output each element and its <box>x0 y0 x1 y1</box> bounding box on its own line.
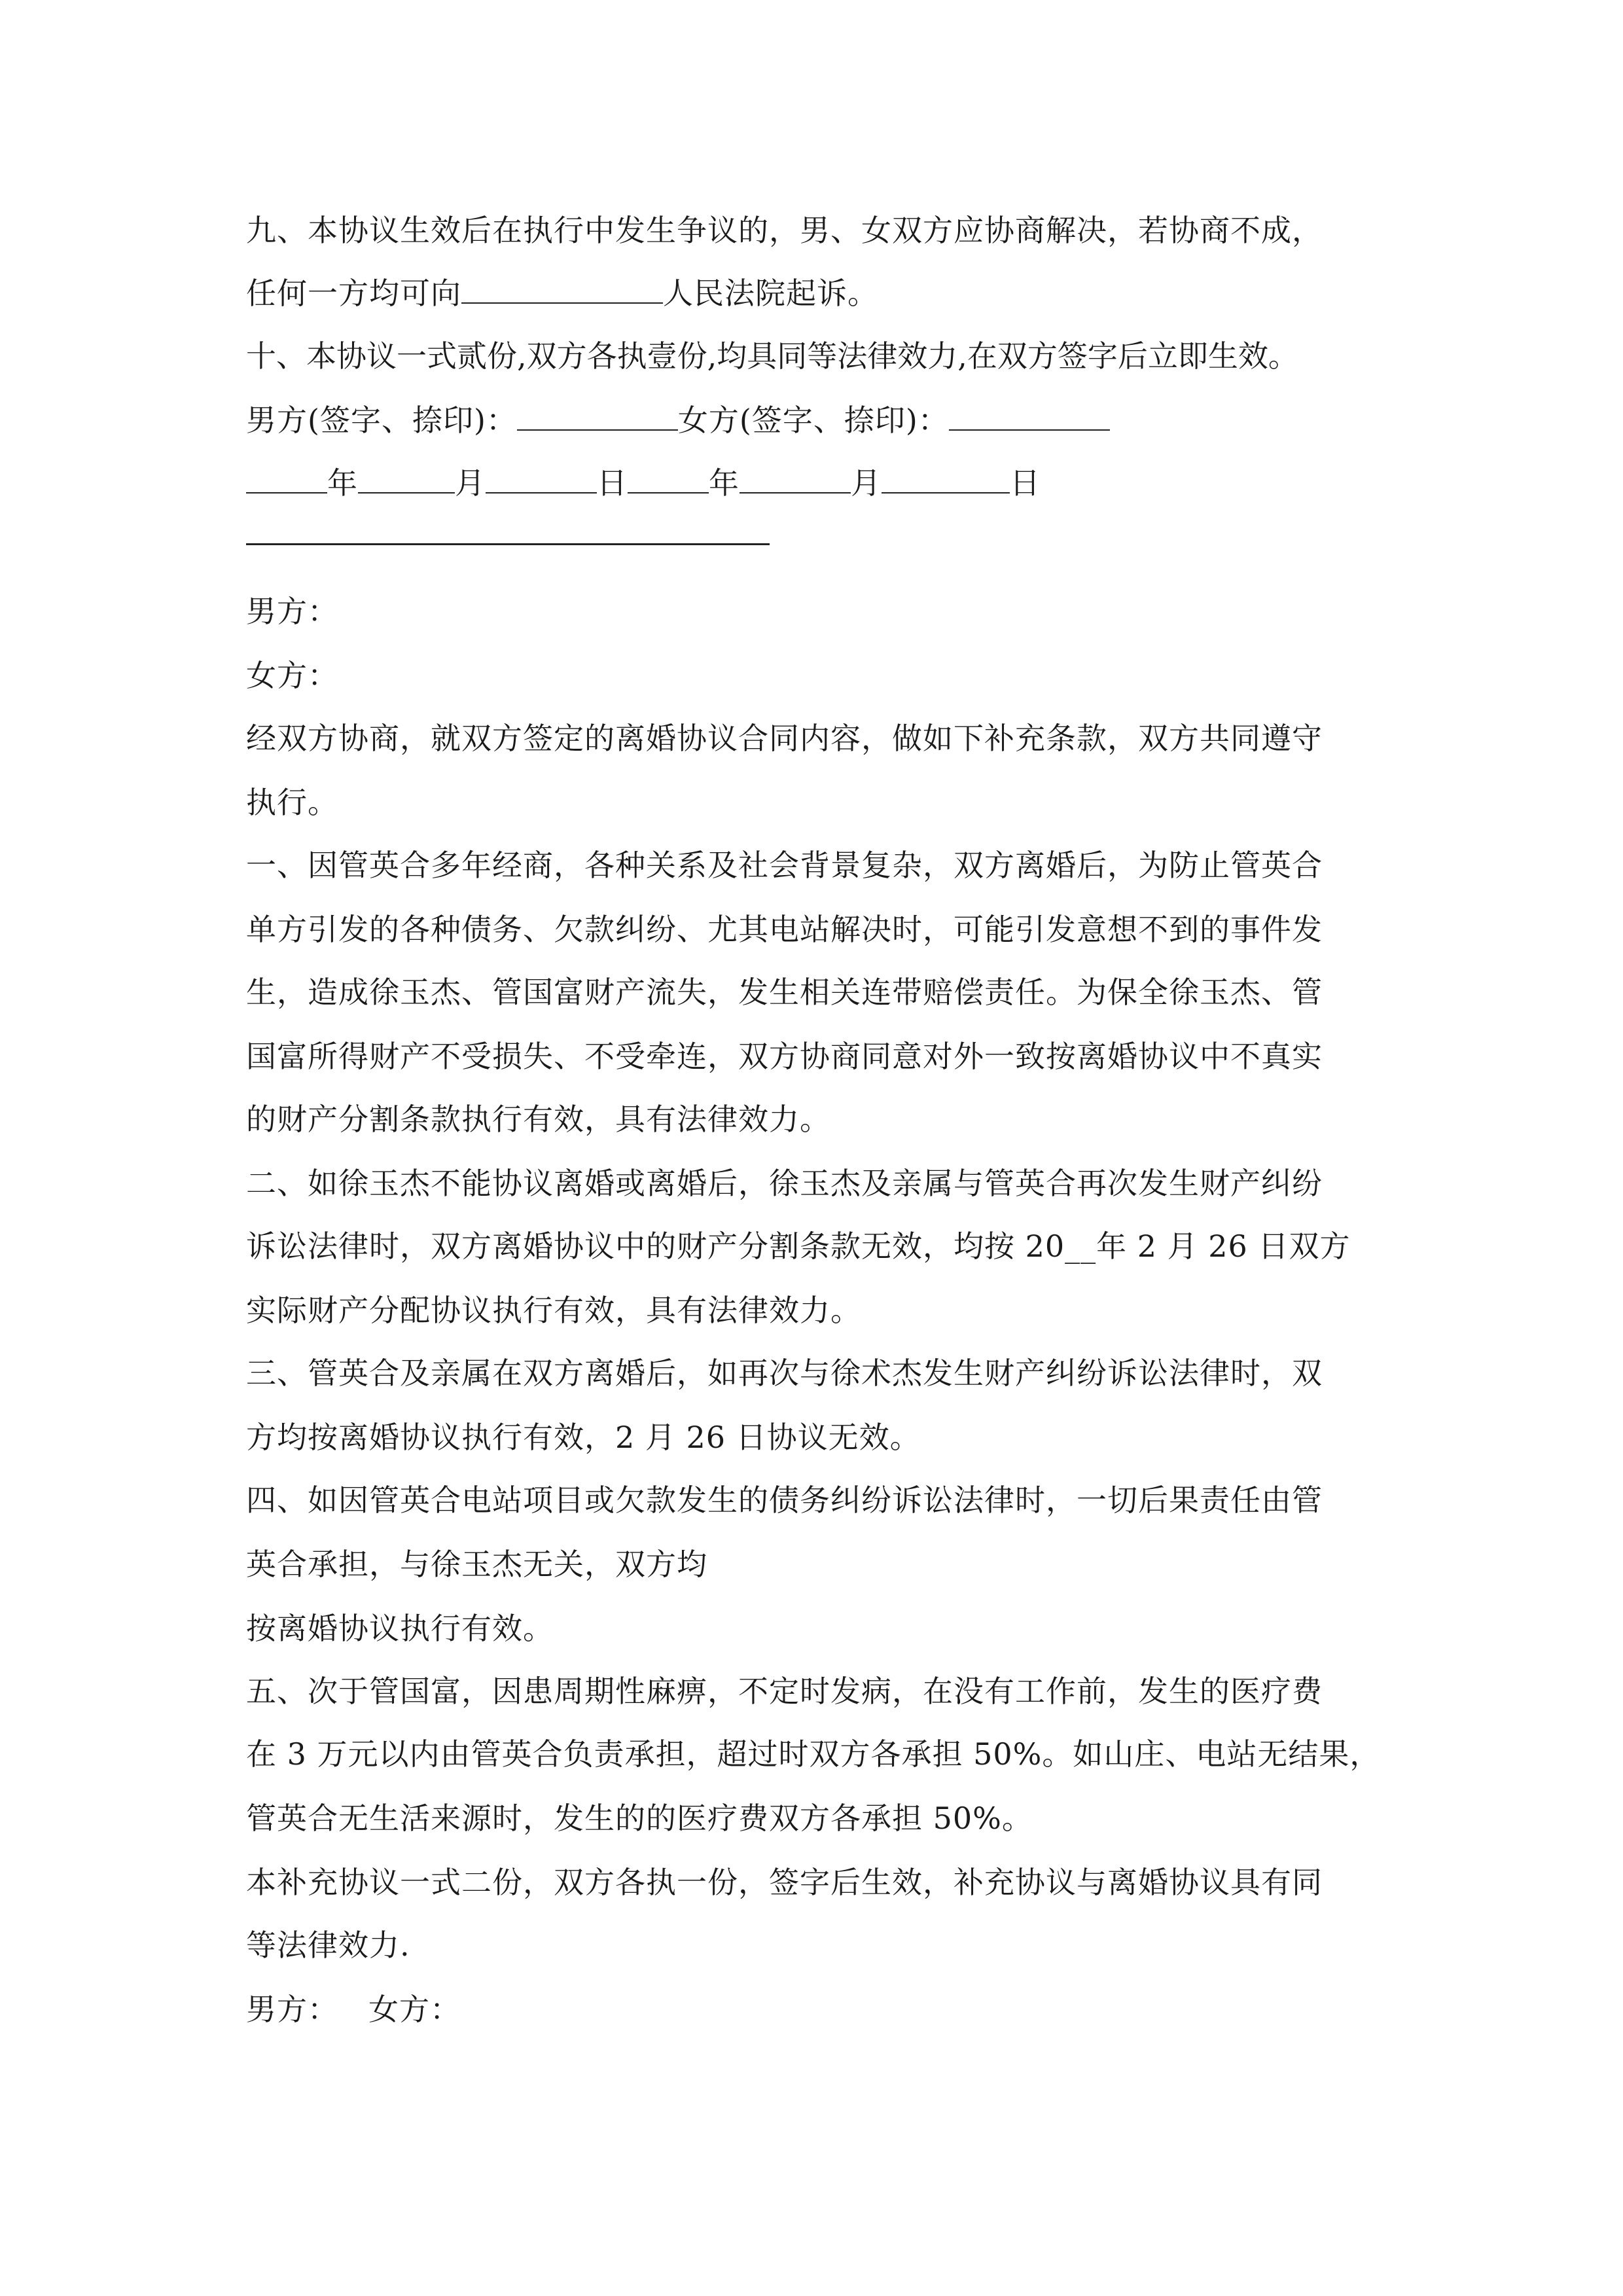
clause-9-text-b: 人民法院起诉。 <box>663 276 878 311</box>
male-signature-blank[interactable] <box>517 403 678 431</box>
closing-line-2: 等法律效力. <box>246 1928 410 1963</box>
day-label: 日 <box>1010 465 1041 501</box>
supplement-clause-5-line-2: 在 3 万元以内由管英合负责承担，超过时双方各承担 50%。如山庄、电站无结果， <box>246 1736 1381 1772</box>
male-month-blank[interactable] <box>358 466 455 493</box>
male-signature-label: 男方(签字、捺印)： <box>246 403 517 438</box>
supplement-clause-1-line-4: 国富所得财产不受损失、不受牵连，双方协商同意对外一致按离婚协议中不真实 <box>246 1039 1323 1074</box>
month-label: 月 <box>455 465 486 501</box>
section-divider <box>246 543 770 545</box>
supplement-clause-4-line-2: 英合承担，与徐玉杰无关，双方均 <box>246 1547 707 1582</box>
male-day-blank[interactable] <box>486 466 597 493</box>
supplement-clause-4-line-1: 四、如因管英合电站项目或欠款发生的债务纠纷诉讼法律时，一切后果责任由管 <box>246 1482 1323 1518</box>
court-name-blank[interactable] <box>461 276 663 304</box>
clause-9-text-a: 任何一方均可向 <box>246 276 461 311</box>
supplement-clause-1-line-3: 生，造成徐玉杰、管国富财产流失，发生相关连带赔偿责任。为保全徐玉杰、管 <box>246 975 1323 1010</box>
date-line <box>246 463 1041 503</box>
female-signature-blank[interactable] <box>949 403 1110 431</box>
supplement-clause-1-line-2: 单方引发的各种债务、欠款纠纷、尤其电站解决时，可能引发意想不到的事件发 <box>246 912 1323 947</box>
final-male-label: 男方： <box>246 1992 338 2027</box>
day-label: 日 <box>597 465 628 501</box>
signature-line <box>246 401 1110 440</box>
female-year-blank[interactable] <box>628 466 709 493</box>
clause-10: 十、本协议一式贰份,双方各执壹份,均具同等法律效力,在双方签字后立即生效。 <box>246 338 1298 374</box>
supplement-clause-5-line-3: 管英合无生活来源时，发生的的医疗费双方各承担 50%。 <box>246 1801 1033 1836</box>
year-label: 年 <box>327 465 358 501</box>
supplement-clause-1-line-5: 的财产分割条款执行有效，具有法律效力。 <box>246 1102 830 1137</box>
clause-9-line-1: 九、本协议生效后在执行中发生争议的，男、女双方应协商解决，若协商不成， <box>246 213 1323 248</box>
intro-line-1: 经双方协商，就双方签定的离婚协议合同内容，做如下补充条款，双方共同遵守 <box>246 721 1323 756</box>
supplement-clause-3-line-1: 三、管英合及亲属在双方离婚后，如再次与徐术杰发生财产纠纷诉讼法律时，双 <box>246 1355 1323 1391</box>
year-label: 年 <box>709 465 740 501</box>
female-month-blank[interactable] <box>740 466 851 493</box>
supplement-clause-3-line-2: 方均按离婚协议执行有效，2 月 26 日协议无效。 <box>246 1420 921 1455</box>
final-signature-line <box>246 1990 461 2029</box>
supplement-clause-2-line-2: 诉讼法律时，双方离婚协议中的财产分割条款无效，均按 20__年 2 月 26 日双方 <box>246 1229 1351 1264</box>
male-year-blank[interactable] <box>246 466 327 493</box>
clause-9-line-2 <box>246 274 878 313</box>
supplement-clause-5-line-1: 五、次于管国富，因患周期性麻痹，不定时发病，在没有工作前，发生的医疗费 <box>246 1674 1323 1709</box>
female-day-blank[interactable] <box>882 466 1010 493</box>
month-label: 月 <box>851 465 882 501</box>
supplement-female-label: 女方： <box>246 658 338 693</box>
intro-line-2: 执行。 <box>246 785 338 820</box>
supplement-clause-2-line-1: 二、如徐玉杰不能协议离婚或离婚后，徐玉杰及亲属与管英合再次发生财产纠纷 <box>246 1166 1323 1201</box>
supplement-male-label: 男方： <box>246 594 338 629</box>
supplement-clause-2-line-3: 实际财产分配协议执行有效，具有法律效力。 <box>246 1293 861 1328</box>
female-signature-label: 女方(签字、捺印)： <box>677 403 949 438</box>
final-female-label: 女方： <box>368 1992 461 2027</box>
closing-line-1: 本补充协议一式二份，双方各执一份，签字后生效，补充协议与离婚协议具有同 <box>246 1865 1323 1900</box>
supplement-clause-1-line-1: 一、因管英合多年经商，各种关系及社会背景复杂，双方离婚后，为防止管英合 <box>246 848 1323 883</box>
supplement-clause-4-line-3: 按离婚协议执行有效。 <box>246 1611 554 1646</box>
